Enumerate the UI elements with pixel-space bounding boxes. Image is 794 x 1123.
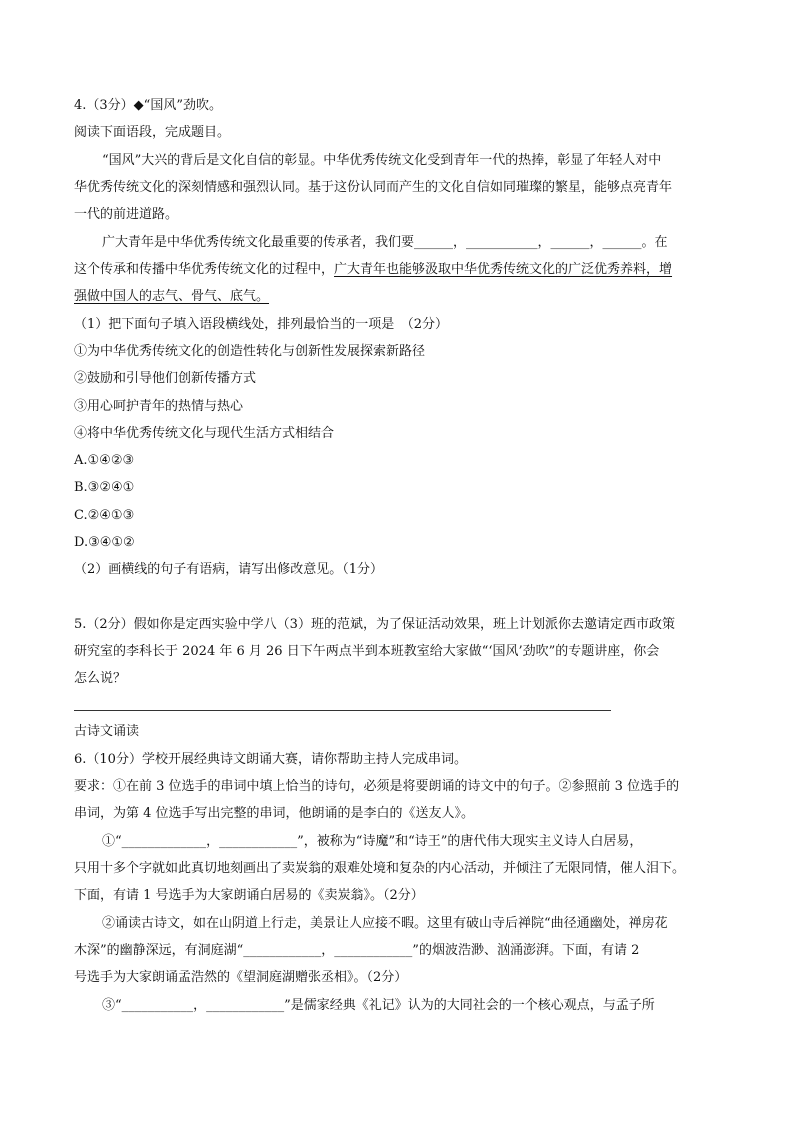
q4-option-d: D.③④①② xyxy=(74,535,135,550)
q6-s1-line2: 只用十多个字就如此真切地刻画出了卖炭翁的艰难处境和复杂的内心活动，并倾注了无限同情，催人泪下。 xyxy=(74,861,686,876)
q5-line2: 研究室的李科长于 2024 年 6 月 26 日下午两点半到本班教室给大家做“‘国风’劲吹”的专题讲座，你会 xyxy=(74,644,660,659)
q4-item-2: ②鼓励和引导他们创新传播方式 xyxy=(74,371,257,386)
q5-line3: 怎么说？ xyxy=(74,671,127,686)
q4-paragraph1-line1: “国风”大兴的背后是文化自信的彰显。中华优秀传统文化受到青年一代的热捧，彰显了年轻人对中 xyxy=(102,153,662,168)
q4-sub2: （2）画横线的句子有语病，请写出修改意见。（1分） xyxy=(74,562,384,577)
q4-item-1: ①为中华优秀传统文化的创造性转化与创新性发展探索新路径 xyxy=(74,344,426,359)
q4-paragraph1-line2: 华优秀传统文化的深刻情感和强烈认同。基于这份认同而产生的文化自信如同璀璨的繁星，能够点亮青年 xyxy=(74,180,673,195)
q4-paragraph2-text: 这个传承和传播中华优秀传统文化的过程中， xyxy=(74,262,335,277)
q6-s3-line1: ③“___________，____________”是儒家经典《礼记》认为的大同社会的一个核心观点，与孟子所 xyxy=(102,998,655,1013)
q4-paragraph2-line2 xyxy=(74,261,672,279)
q4-option-c: C.②④①③ xyxy=(74,508,135,523)
q4-sub1: （1）把下面句子填入语段横线处，排列最恰当的一项是 （2分） xyxy=(74,317,449,332)
underlined-sentence-part1: 广大青年也能够汲取中华优秀传统文化的广泛优秀养料，增 xyxy=(334,262,673,277)
q6-s1-line1: ①“_____________，____________”，被称为“诗魔”和“诗王”的唐代伟大现实主义诗人白居易， xyxy=(102,834,643,849)
underlined-sentence-part2: 强做中国人的志气、骨气、底气。 xyxy=(74,289,270,304)
q5-line1: 5.（2分）假如你是定西实验中学八（3）班的范斌，为了保证活动效果，班上计划派你去邀请定西市政策 xyxy=(74,617,675,632)
answer-line xyxy=(74,710,611,711)
q4-option-b: B.③②④① xyxy=(74,480,135,495)
q4-item-4: ④将中华优秀传统文化与现代生活方式相结合 xyxy=(74,426,335,441)
q6-s2-line1: ②诵读古诗文，如在山阴道上行走，美景让人应接不暇。这里有破山寺后禅院“曲径通幽处，禅房花 xyxy=(102,916,668,931)
section-heading: 古诗文诵读 xyxy=(74,724,140,739)
q4-item-3: ③用心呵护青年的热情与热心 xyxy=(74,399,244,414)
q4-title: 4.（3分）◆“国风”劲吹。 xyxy=(74,98,222,113)
q6-title: 6.（10分）学校开展经典诗文朗诵大赛，请你帮助主持人完成串词。 xyxy=(74,752,467,767)
q6-s2-line3: 号选手为大家朗诵孟浩然的《望洞庭湖赠张丞相》。（2分） xyxy=(74,970,408,985)
q4-instruction: 阅读下面语段，完成题目。 xyxy=(74,125,231,140)
q6-s2-line2: 木深”的幽静深远，有洞庭湖“____________，____________”的烟波浩渺、汹涌澎湃。下面，有请 2 xyxy=(74,943,640,958)
q4-paragraph1-line3: 一代的前进道路。 xyxy=(74,207,179,222)
q6-requirement-line1: 要求：①在前 3 位选手的串词中填上恰当的诗句，必须是将要朗诵的诗文中的句子。②参照前 3 位选手的 xyxy=(74,779,680,794)
q4-option-a: A.①④②③ xyxy=(74,453,135,468)
q6-requirement-line2: 串词，为第 4 位选手写出完整的串词，他朗诵的是李白的《送友人》。 xyxy=(74,806,475,821)
q6-s1-line3: 下面，有请 1 号选手为大家朗诵白居易的《卖炭翁》。（2分） xyxy=(74,888,424,903)
q4-paragraph2-line1: 广大青年是中华优秀传统文化最重要的传承者，我们要______，___________，______，______。在 xyxy=(102,235,668,250)
